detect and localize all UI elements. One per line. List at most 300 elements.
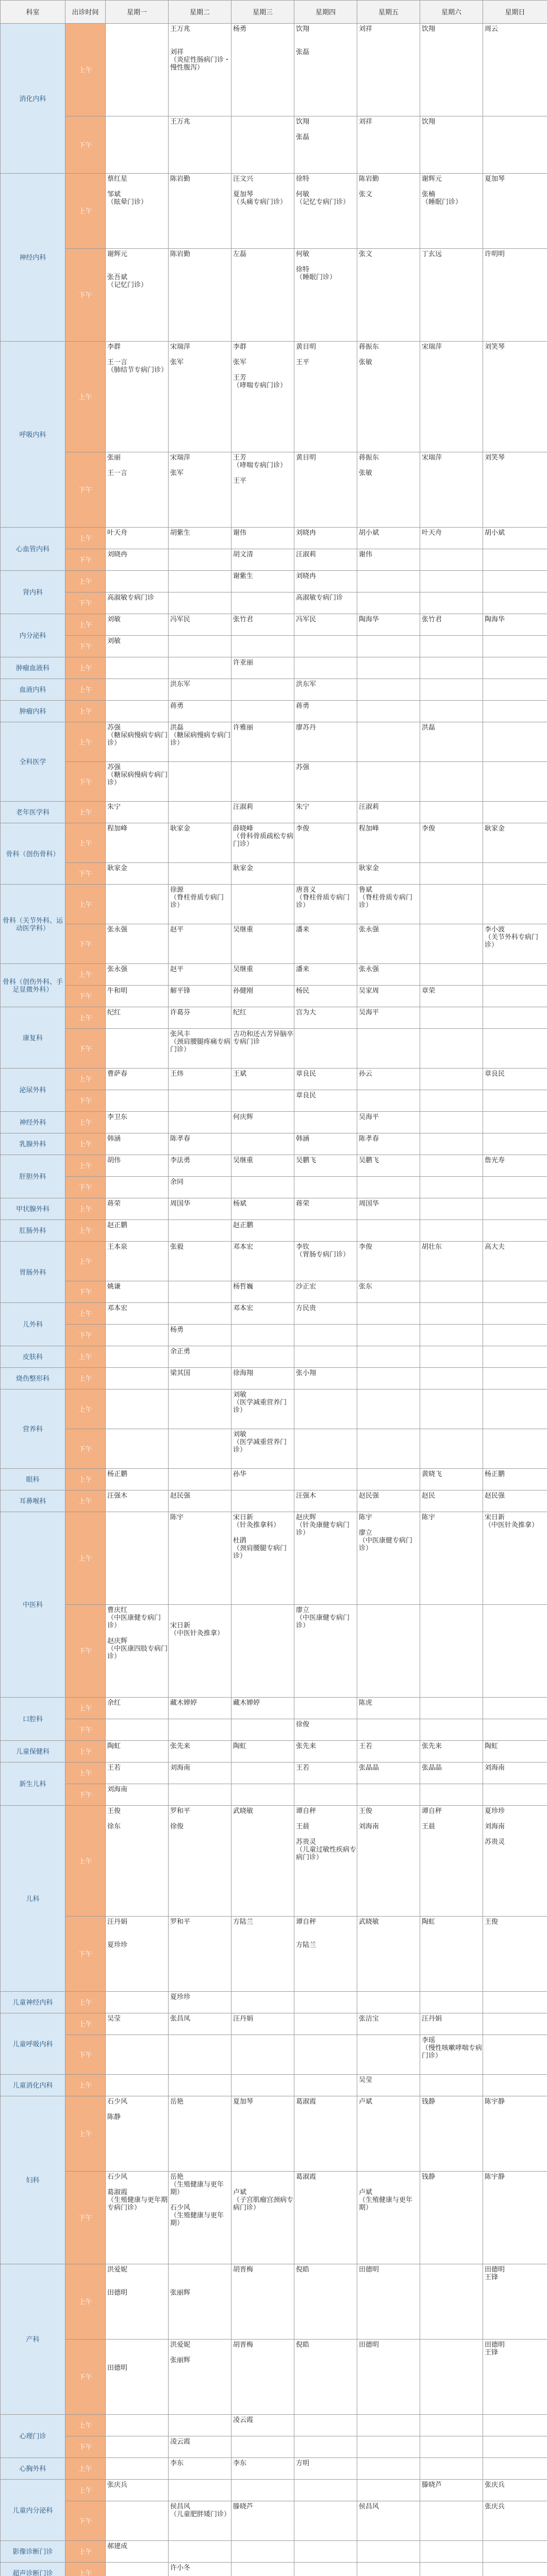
doctor-text: 藏木婵婷	[233, 1699, 260, 1706]
doctor-cell	[483, 964, 547, 986]
doctor-cell	[420, 1281, 483, 1303]
schedule-row	[1, 1917, 547, 1992]
doctor-cell	[231, 701, 294, 722]
doctor-cell	[231, 249, 294, 342]
doctor-text: 胡文清	[233, 550, 254, 558]
doctor-cell	[420, 1007, 483, 1029]
session-label: 上午	[65, 657, 106, 679]
schedule-row	[1, 885, 547, 924]
doctor-cell	[231, 636, 294, 657]
doctor-text: 陈宇静	[485, 2173, 505, 2180]
doctor-cell	[106, 802, 169, 823]
doctor-cell	[483, 636, 547, 657]
session-label: 上午	[65, 964, 106, 986]
doctor-cell	[106, 1177, 169, 1198]
doctor-cell	[169, 1090, 231, 1112]
doctor-cell	[294, 1719, 357, 1741]
schedule-row	[1, 1784, 547, 1806]
doctor-cell	[231, 762, 294, 802]
session-label: 下午	[65, 924, 106, 964]
doctor-text: 饮翔 张磊	[296, 25, 310, 56]
doctor-cell	[420, 614, 483, 636]
doctor-text: 吴继重	[233, 965, 254, 973]
doctor-cell	[420, 1242, 483, 1281]
header-day-wed: 星期三	[231, 1, 294, 24]
doctor-text: 梁其国	[170, 1369, 191, 1377]
doctor-text: 岳艳 （生殖健康与更年期） 石少风 （生殖健康与更年期）	[170, 2173, 224, 2227]
schedule-row	[1, 722, 547, 762]
doctor-text: 张毅	[170, 1243, 184, 1250]
doctor-text: 鲁斌 （脊柱骨质专病门诊）	[359, 886, 413, 909]
doctor-cell	[357, 2458, 420, 2480]
doctor-cell	[357, 1605, 420, 1698]
doctor-text: 张文	[359, 250, 373, 258]
doctor-text: 王俊 刘海南	[359, 1807, 379, 1830]
doctor-cell	[231, 1325, 294, 1346]
doctor-text: 李法勇	[170, 1156, 191, 1164]
doctor-cell	[231, 2172, 294, 2264]
session-label: 上午	[65, 2563, 106, 2576]
doctor-cell	[294, 2541, 357, 2563]
doctor-text: 王斌	[233, 1070, 247, 1077]
doctor-cell	[294, 1490, 357, 1512]
doctor-text: 张永强	[107, 925, 128, 933]
doctor-cell	[483, 592, 547, 614]
session-label: 下午	[65, 986, 106, 1007]
doctor-cell	[169, 1112, 231, 1133]
doctor-cell	[357, 1741, 420, 1762]
schedule-row	[1, 863, 547, 885]
doctor-text: 胡紫生	[170, 529, 191, 536]
doctor-cell	[169, 1325, 231, 1346]
doctor-cell	[231, 24, 294, 116]
doctor-text: 邓本宏	[233, 1304, 254, 1312]
doctor-text: 张晶晶	[359, 1764, 379, 1771]
session-label: 下午	[65, 592, 106, 614]
doctor-text: 葛淑霞	[296, 2173, 317, 2180]
doctor-cell	[357, 1112, 420, 1133]
doctor-text: 赵民	[422, 1492, 436, 1499]
doctor-cell	[169, 1220, 231, 1242]
doctor-text: 解平锋	[170, 987, 191, 994]
doctor-text: 赵民强	[359, 1492, 379, 1499]
doctor-cell	[169, 1198, 231, 1220]
doctor-text: 洪爱妮 田德明	[107, 2265, 128, 2296]
doctor-cell	[169, 1155, 231, 1177]
doctor-text: 刘敏 （医学减重营养门诊）	[233, 1430, 287, 1453]
schedule-row	[1, 1007, 547, 1029]
doctor-cell	[106, 1346, 169, 1368]
doctor-cell	[357, 1389, 420, 1429]
doctor-cell	[357, 1220, 420, 1242]
doctor-text: 潘来	[296, 965, 310, 973]
doctor-cell	[294, 2172, 357, 2264]
doctor-cell	[106, 1741, 169, 1762]
doctor-cell	[483, 1029, 547, 1069]
doctor-cell	[169, 2075, 231, 2096]
doctor-cell	[231, 885, 294, 924]
doctor-text: 李小波 （关节外科专病门诊）	[485, 925, 539, 948]
doctor-cell	[357, 592, 420, 614]
doctor-cell	[357, 701, 420, 722]
doctor-text: 韩涵	[296, 1134, 310, 1142]
doctor-cell	[231, 1198, 294, 1220]
doctor-cell	[357, 2541, 420, 2563]
doctor-cell	[483, 762, 547, 802]
doctor-text: 田德明	[107, 2364, 128, 2371]
doctor-cell	[420, 528, 483, 549]
doctor-cell	[483, 2436, 547, 2458]
doctor-cell	[483, 1762, 547, 1784]
doctor-cell	[420, 2541, 483, 2563]
doctor-cell	[483, 2563, 547, 2576]
doctor-cell	[169, 1281, 231, 1303]
schedule-row	[1, 2480, 547, 2501]
doctor-text: 宋瑞萍	[422, 453, 442, 461]
doctor-text: 藏木婵婷	[170, 1699, 197, 1706]
doctor-cell	[231, 1389, 294, 1429]
header-dept: 科室	[1, 1, 65, 24]
doctor-cell	[483, 2264, 547, 2340]
doctor-cell	[231, 722, 294, 762]
doctor-text: 王本泉	[107, 1243, 128, 1250]
doctor-cell	[231, 1698, 294, 1719]
doctor-cell	[483, 1992, 547, 2013]
doctor-text: 徐特 何敏 （记忆专病门诊）	[296, 175, 350, 206]
doctor-cell	[169, 1069, 231, 1090]
session-label: 上午	[65, 1512, 106, 1605]
doctor-cell	[106, 571, 169, 592]
doctor-cell	[106, 452, 169, 528]
doctor-cell	[420, 2172, 483, 2264]
doctor-text: 陶海华	[485, 615, 505, 623]
doctor-text: 钱静	[422, 2173, 436, 2180]
doctor-text: 石少风 葛淑霞 （生殖健康与更年期专病门诊）	[107, 2173, 168, 2211]
doctor-text: 罗和平	[170, 1918, 191, 1925]
doctor-text: 廖苏丹	[296, 723, 317, 731]
doctor-cell	[483, 174, 547, 249]
doctor-cell	[357, 116, 420, 174]
doctor-cell	[106, 2264, 169, 2340]
doctor-cell	[294, 2075, 357, 2096]
department-name: 产科	[1, 2264, 65, 2415]
doctor-cell	[294, 1389, 357, 1429]
doctor-cell	[420, 571, 483, 592]
doctor-cell	[294, 1784, 357, 1806]
doctor-text: 谢伟	[233, 529, 247, 536]
doctor-text: 凌云霞	[170, 2437, 191, 2445]
doctor-cell	[483, 823, 547, 863]
doctor-cell	[357, 762, 420, 802]
doctor-text: 刘笑琴	[485, 453, 505, 461]
doctor-cell	[169, 1133, 231, 1155]
doctor-cell	[420, 1303, 483, 1325]
doctor-cell	[357, 1177, 420, 1198]
doctor-cell	[231, 1242, 294, 1281]
doctor-text: 胡晋梅	[233, 2341, 254, 2348]
session-label: 下午	[65, 863, 106, 885]
doctor-cell	[357, 823, 420, 863]
doctor-cell	[231, 1368, 294, 1389]
doctor-cell	[294, 924, 357, 964]
doctor-cell	[420, 1762, 483, 1784]
doctor-cell	[357, 1198, 420, 1220]
department-name: 骨科（创伤外科、手足显微外科）	[1, 964, 65, 1007]
doctor-cell	[483, 1177, 547, 1198]
doctor-text: 叶天舟	[422, 529, 442, 536]
doctor-text: 潘来	[296, 925, 310, 933]
session-label: 下午	[65, 1090, 106, 1112]
doctor-text: 蒋振东 张敏	[359, 343, 379, 366]
doctor-cell	[483, 614, 547, 636]
doctor-text: 许小冬	[170, 2564, 191, 2571]
session-label: 上午	[65, 571, 106, 592]
doctor-cell	[420, 1090, 483, 1112]
doctor-cell	[483, 701, 547, 722]
session-label: 下午	[65, 1605, 106, 1698]
doctor-text: 蒋勇	[296, 702, 310, 709]
doctor-cell	[483, 1389, 547, 1429]
doctor-text: 谭自秤 王晨 苏贵灵 （儿童过敏性疾病专病门诊）	[296, 1807, 357, 1861]
doctor-cell	[357, 1029, 420, 1069]
doctor-text: 张小翔	[296, 1369, 317, 1377]
doctor-cell	[231, 1177, 294, 1198]
doctor-text: 罗和平 徐俊	[170, 1807, 191, 1830]
doctor-cell	[357, 1090, 420, 1112]
session-label: 上午	[65, 1992, 106, 2013]
doctor-text: 李东	[233, 2459, 247, 2467]
doctor-cell	[483, 1303, 547, 1325]
schedule-row	[1, 1220, 547, 1242]
doctor-text: 宋日新 （中医针灸推拿）	[485, 1513, 539, 1529]
doctor-text: 许葛芬	[170, 1008, 191, 1016]
schedule-row	[1, 452, 547, 528]
doctor-text: 张晶晶	[422, 1764, 442, 1771]
doctor-cell	[231, 1917, 294, 1992]
doctor-text: 杨勇	[233, 25, 247, 32]
doctor-text: 耿家金	[233, 864, 254, 872]
doctor-cell	[294, 823, 357, 863]
doctor-text: 吴家周	[359, 987, 379, 994]
doctor-cell	[169, 1303, 231, 1325]
schedule-row	[1, 2264, 547, 2340]
doctor-cell	[106, 2096, 169, 2172]
doctor-cell	[169, 1806, 231, 1917]
schedule-row	[1, 1112, 547, 1133]
session-label: 上午	[65, 2013, 106, 2035]
doctor-text: 张风丰 （颈肩腰腿疼痛专病门诊）	[170, 1030, 231, 1053]
department-name: 口腔科	[1, 1698, 65, 1741]
doctor-text: 李瑶 （慢性咳嗽哮喘专病门诊）	[422, 2036, 483, 2059]
doctor-text: 张先来	[296, 1742, 317, 1750]
doctor-cell	[169, 1512, 231, 1605]
doctor-text: 许明明	[485, 250, 505, 258]
doctor-cell	[231, 342, 294, 452]
doctor-cell	[420, 1389, 483, 1429]
doctor-cell	[357, 2501, 420, 2541]
doctor-cell	[294, 802, 357, 823]
doctor-cell	[294, 1220, 357, 1242]
doctor-cell	[294, 863, 357, 885]
doctor-text: 张庆兵	[485, 2502, 505, 2510]
schedule-row	[1, 1741, 547, 1762]
doctor-cell	[483, 802, 547, 823]
doctor-cell	[106, 2501, 169, 2541]
doctor-cell	[169, 2264, 231, 2340]
doctor-cell	[231, 1303, 294, 1325]
doctor-cell	[420, 762, 483, 802]
doctor-text: 张丽辉	[170, 2289, 191, 2296]
doctor-cell	[420, 1325, 483, 1346]
doctor-cell	[231, 1029, 294, 1069]
doctor-text: 张东	[359, 1282, 373, 1290]
doctor-text: 刘晓冉	[107, 550, 128, 558]
department-name: 心血管内科	[1, 528, 65, 571]
doctor-cell	[357, 614, 420, 636]
doctor-text: 陈宇	[422, 1513, 436, 1521]
doctor-text: 耿家金	[107, 864, 128, 872]
doctor-cell	[357, 2096, 420, 2172]
doctor-text: 张永强	[359, 965, 379, 973]
doctor-cell	[294, 1741, 357, 1762]
session-label: 下午	[65, 2035, 106, 2075]
schedule-row	[1, 636, 547, 657]
doctor-text: 蒋振东 张敏	[359, 453, 379, 477]
doctor-cell	[294, 1698, 357, 1719]
doctor-cell	[420, 2035, 483, 2075]
doctor-text: 田德明 王锋	[485, 2265, 505, 2281]
doctor-text: 谢紫生	[233, 572, 254, 580]
doctor-cell	[169, 2563, 231, 2576]
doctor-text: 洪爱妮 张丽辉	[170, 2341, 191, 2364]
doctor-cell	[357, 657, 420, 679]
department-name: 儿童消化内科	[1, 2075, 65, 2096]
session-label: 下午	[65, 762, 106, 802]
department-name: 儿外科	[1, 1303, 65, 1346]
doctor-cell	[169, 249, 231, 342]
doctor-cell	[169, 614, 231, 636]
doctor-cell	[294, 1242, 357, 1281]
doctor-cell	[420, 342, 483, 452]
doctor-cell	[169, 924, 231, 964]
doctor-text: 王俊 徐东	[107, 1807, 121, 1830]
doctor-text: 杨勇	[170, 1326, 184, 1333]
doctor-cell	[420, 116, 483, 174]
doctor-cell	[420, 679, 483, 701]
doctor-text: 倪皓	[296, 2341, 310, 2348]
doctor-text: 杨正鹏	[107, 1470, 128, 1478]
doctor-text: 杨正鹏	[485, 1470, 505, 1478]
session-label: 下午	[65, 116, 106, 174]
doctor-cell	[420, 1177, 483, 1198]
doctor-cell	[483, 1281, 547, 1303]
doctor-cell	[357, 2172, 420, 2264]
doctor-cell	[169, 1346, 231, 1368]
doctor-cell	[231, 2458, 294, 2480]
doctor-cell	[106, 823, 169, 863]
department-name: 胃肠外科	[1, 1242, 65, 1303]
doctor-cell	[169, 528, 231, 549]
doctor-cell	[357, 2563, 420, 2576]
header-day-fri: 星期五	[357, 1, 420, 24]
doctor-cell	[106, 1281, 169, 1303]
doctor-cell	[357, 1069, 420, 1090]
doctor-cell	[169, 762, 231, 802]
doctor-cell	[106, 1806, 169, 1917]
header-day-mon: 星期一	[106, 1, 169, 24]
doctor-cell	[106, 1198, 169, 1220]
doctor-cell	[106, 2480, 169, 2501]
department-name: 神经内科	[1, 174, 65, 342]
doctor-cell	[106, 174, 169, 249]
department-name: 乳腺外科	[1, 1133, 65, 1155]
doctor-cell	[169, 1762, 231, 1784]
doctor-cell	[357, 722, 420, 762]
session-label: 上午	[65, 1490, 106, 1512]
doctor-cell	[483, 1155, 547, 1177]
doctor-text: 刘晓冉	[296, 529, 317, 536]
doctor-text: 吴鹏飞	[359, 1156, 379, 1164]
doctor-cell	[231, 1112, 294, 1133]
doctor-text: 何庆辉	[233, 1113, 254, 1121]
doctor-cell	[106, 2436, 169, 2458]
department-name: 新生儿科	[1, 1762, 65, 1806]
schedule-row	[1, 2436, 547, 2458]
doctor-cell	[483, 2541, 547, 2563]
doctor-cell	[106, 1490, 169, 1512]
schedule-row	[1, 592, 547, 614]
doctor-text: 方陆兰	[233, 1918, 254, 1925]
doctor-cell	[106, 2340, 169, 2415]
doctor-cell	[106, 528, 169, 549]
doctor-text: 张竹君	[422, 615, 442, 623]
session-label: 上午	[65, 802, 106, 823]
doctor-cell	[357, 1917, 420, 1992]
doctor-text: 侯昌风 （儿童肥胖矮门诊）	[170, 2502, 231, 2518]
doctor-cell	[294, 1605, 357, 1698]
schedule-row	[1, 1325, 547, 1346]
doctor-text: 孙健刚	[233, 987, 254, 994]
schedule-row	[1, 924, 547, 964]
department-name: 老年医学科	[1, 802, 65, 823]
doctor-cell	[106, 2415, 169, 2436]
doctor-cell	[294, 2563, 357, 2576]
doctor-cell	[420, 2458, 483, 2480]
doctor-cell	[106, 1512, 169, 1605]
doctor-cell	[169, 116, 231, 174]
doctor-cell	[169, 701, 231, 722]
doctor-text: 廖立 （中医康健专病门诊）	[296, 1606, 350, 1629]
doctor-cell	[294, 885, 357, 924]
doctor-cell	[169, 1698, 231, 1719]
doctor-cell	[106, 1429, 169, 1469]
doctor-cell	[294, 1303, 357, 1325]
doctor-text: 汪强木	[296, 1492, 317, 1499]
doctor-cell	[420, 452, 483, 528]
doctor-cell	[357, 549, 420, 571]
doctor-text: 刘海南	[107, 1785, 128, 1793]
doctor-cell	[106, 342, 169, 452]
doctor-text: 张永强	[359, 925, 379, 933]
doctor-text: 武晓敏	[359, 1918, 379, 1925]
doctor-cell	[483, 2013, 547, 2035]
schedule-row	[1, 24, 547, 116]
doctor-cell	[420, 1220, 483, 1242]
doctor-cell	[294, 342, 357, 452]
doctor-cell	[420, 549, 483, 571]
doctor-text: 杨斌	[233, 1199, 247, 1207]
doctor-cell	[169, 863, 231, 885]
